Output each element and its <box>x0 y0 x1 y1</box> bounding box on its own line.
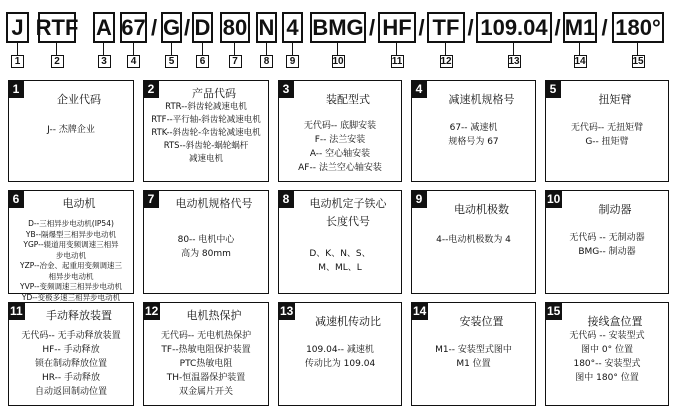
box-title <box>297 313 399 329</box>
box-number-badge: 7 <box>143 190 159 208</box>
box-line: 自动返回制动位置 <box>34 387 107 397</box>
info-box-4 <box>411 80 536 182</box>
code-segment-6: D <box>192 12 213 43</box>
box-title-line: 企业代码 <box>57 93 101 106</box>
box-line: RTF--平行轴-斜齿轮减速电机 <box>151 115 261 125</box>
code-index-10: 10 <box>332 55 344 67</box>
box-number-badge: 14 <box>413 304 427 318</box>
code-index-3: 3 <box>98 55 111 68</box>
box-title <box>430 91 533 107</box>
box-line: 锁在制动释放位置 <box>34 359 107 369</box>
box-line: YB--隔爆型三相异步电动机 <box>25 229 117 239</box>
box-number-badge: 11 <box>10 304 23 318</box>
box-line: 传动比为 109.04 <box>304 359 376 369</box>
box-line: 无代码 -- 安装型式 <box>569 331 645 341</box>
code-separator: / <box>601 14 608 40</box>
box-line: 109.04-- 减速机 <box>306 345 374 355</box>
box-title-line: 电机热保护 <box>186 309 242 322</box>
box-line: D--三相异步电动机(IP54) <box>28 219 114 228</box>
code-connector-7 <box>234 43 235 55</box>
box-body <box>11 329 131 399</box>
code-segment-14: M1 <box>563 12 597 43</box>
code-connector-3 <box>103 43 104 55</box>
info-box-13 <box>278 302 402 406</box>
box-body <box>146 101 266 166</box>
code-segment-5: G <box>161 12 182 43</box>
box-line: 图中 180° 位置 <box>575 373 639 383</box>
code-connector-11 <box>396 43 397 55</box>
code-connector-1 <box>17 43 18 55</box>
box-title-line: 电动机极数 <box>454 203 509 216</box>
box-number-badge: 3 <box>278 80 294 98</box>
code-connector-9 <box>292 43 293 55</box>
box-title <box>27 91 131 107</box>
info-box-2 <box>143 80 269 182</box>
box-line: RTS--斜齿轮-蜗轮蜗杆 <box>163 141 249 151</box>
code-separator: / <box>150 14 158 40</box>
code-segment-8: N <box>256 12 277 43</box>
code-separator: / <box>554 14 561 40</box>
box-line: BMG-- 制动器 <box>578 247 636 257</box>
box-line: 无代码-- 无电机热保护 <box>160 331 252 341</box>
box-title <box>162 85 266 101</box>
box-line: 高为 80mm <box>181 249 231 259</box>
box-body <box>11 219 131 303</box>
box-number-badge: 2 <box>143 80 159 98</box>
box-title-line: 减速机传动比 <box>315 315 381 328</box>
code-index-4: 4 <box>127 55 140 68</box>
box-number-badge: 15 <box>547 304 561 318</box>
box-line: 双金属片开关 <box>178 387 233 397</box>
code-segment-2: RTF <box>38 12 76 43</box>
box-line: M1-- 安装型式图中 <box>435 345 512 355</box>
code-index-2: 2 <box>51 55 64 68</box>
box-title-line: 扭矩臂 <box>598 93 632 106</box>
code-index-7: 7 <box>229 55 242 68</box>
box-body <box>414 121 533 149</box>
code-connector-10 <box>337 43 338 55</box>
info-box-8 <box>278 190 402 294</box>
info-box-10 <box>545 190 669 294</box>
box-body <box>281 343 399 371</box>
box-number-badge: 5 <box>545 80 561 98</box>
info-box-14 <box>411 302 536 406</box>
box-line: D、K、N、S、 <box>309 249 371 259</box>
code-connector-5 <box>171 43 172 55</box>
box-line: YVP--变频调速三相异步电动机 <box>20 282 122 291</box>
box-line: 80-- 电机中心 <box>177 235 235 245</box>
box-line: TH-恒温器保护装置 <box>166 373 246 383</box>
code-index-1: 1 <box>11 55 24 68</box>
code-connector-8 <box>266 43 267 55</box>
box-body <box>11 123 131 137</box>
box-line: 无代码-- 底脚安装 <box>303 121 377 131</box>
code-separator: / <box>418 14 425 40</box>
box-title-line: 制动器 <box>598 203 632 216</box>
box-title-line: 安装位置 <box>459 315 504 328</box>
code-connector-12 <box>445 43 446 55</box>
code-segment-10: BMG <box>310 12 366 43</box>
box-line: 无代码 -- 无制动器 <box>569 233 645 243</box>
box-title <box>297 195 399 231</box>
code-segment-1: J <box>6 12 29 43</box>
code-index-8: 8 <box>260 55 273 68</box>
code-index-14: 14 <box>574 55 586 67</box>
code-separator: / <box>183 14 191 40</box>
box-line: YD--变极多速三相异步电动机 <box>21 292 121 302</box>
code-segment-3: A <box>93 12 115 43</box>
code-separator: / <box>467 14 474 40</box>
box-number-badge: 13 <box>280 304 294 318</box>
info-box-12 <box>143 302 269 406</box>
code-connector-13 <box>513 43 514 55</box>
box-line: YZP--冶金、起重用变频调速三 <box>20 261 122 270</box>
box-body <box>548 121 666 149</box>
info-box-5 <box>545 80 669 182</box>
info-box-15 <box>545 302 669 406</box>
box-title-line: 减速机规格号 <box>448 93 515 106</box>
box-number-badge: 10 <box>547 192 561 206</box>
box-number-badge: 6 <box>8 190 24 208</box>
box-body <box>281 247 399 275</box>
box-title-line: 电动机 <box>62 197 96 210</box>
box-line: RTR--斜齿轮减速电机 <box>165 102 247 112</box>
box-line: M、ML、L <box>318 263 362 273</box>
code-connector-2 <box>56 43 57 55</box>
box-number-badge: 1 <box>8 80 24 98</box>
box-title <box>162 307 266 323</box>
box-number-badge: 8 <box>278 190 294 208</box>
box-line: 4--电动机极数为 4 <box>436 235 511 245</box>
code-connector-4 <box>133 43 134 55</box>
code-index-12: 12 <box>440 55 452 67</box>
code-segment-4: 67 <box>120 12 147 43</box>
box-title-line-2: 长度代号 <box>326 215 370 228</box>
box-body <box>146 329 266 399</box>
info-box-6 <box>8 190 134 302</box>
code-index-6: 6 <box>196 55 209 68</box>
box-line: 图中 0° 位置 <box>581 345 633 355</box>
box-body <box>548 329 666 385</box>
info-box-3 <box>278 80 402 182</box>
info-box-11 <box>8 302 134 406</box>
code-segment-13: 109.04 <box>476 12 552 43</box>
box-title <box>430 313 533 329</box>
box-title-line: 接线盒位置 <box>587 315 643 328</box>
code-connector-14 <box>579 43 580 55</box>
box-number-badge: 9 <box>411 190 427 208</box>
box-line: M1 位置 <box>456 359 491 369</box>
box-line: RTK--斜齿轮-伞齿轮减速电机 <box>151 128 261 138</box>
code-segment-15: 180° <box>612 12 664 43</box>
box-title <box>27 307 131 323</box>
box-body <box>414 343 533 371</box>
box-line: 规格号为 67 <box>448 137 499 147</box>
box-title-line: 手动释放装置 <box>46 309 112 322</box>
box-line: YGP--辊道用变频调速三相异 <box>23 240 119 249</box>
box-number-badge: 12 <box>145 304 159 318</box>
info-box-7 <box>143 190 269 294</box>
box-title <box>430 201 533 217</box>
code-segment-7: 80 <box>220 12 250 43</box>
box-line: 67-- 减速机 <box>449 123 498 133</box>
box-body <box>548 231 666 259</box>
box-line: 减速电机 <box>188 154 223 164</box>
code-index-11: 11 <box>391 55 403 67</box>
box-line: 相异步电动机 <box>48 271 94 281</box>
box-line: A-- 空心轴安装 <box>309 149 371 159</box>
code-index-15: 15 <box>632 55 644 67</box>
info-box-1 <box>8 80 134 182</box>
box-title <box>27 195 131 211</box>
box-line: J-- 杰牌企业 <box>47 125 95 135</box>
code-index-13: 13 <box>508 55 520 67</box>
box-line: AF-- 法兰空心轴安装 <box>298 163 382 173</box>
box-title <box>564 91 666 107</box>
box-title <box>297 91 399 107</box>
box-line: HR-- 手动释放 <box>41 373 100 383</box>
box-body <box>414 233 533 247</box>
box-title-line: 装配型式 <box>326 93 370 106</box>
box-line: 无代码-- 无手动释放装置 <box>21 331 121 341</box>
box-line: 无代码-- 无扭矩臂 <box>570 123 644 133</box>
box-line: 180°-- 安装型式 <box>573 359 641 369</box>
box-line: HF-- 手动释放 <box>42 345 100 355</box>
box-title <box>564 201 666 217</box>
box-line: PTC热敏电阻 <box>179 359 233 369</box>
info-box-9 <box>411 190 536 294</box>
box-title <box>162 195 266 211</box>
box-number-badge: 4 <box>411 80 427 98</box>
box-line: G-- 扭矩臂 <box>585 137 629 147</box>
box-title <box>564 313 666 329</box>
box-body <box>146 233 266 261</box>
code-separator: / <box>368 14 376 40</box>
code-segment-9: 4 <box>282 12 303 43</box>
box-line: TF--热敏电阻保护装置 <box>161 345 251 355</box>
box-title-line: 电动机定子铁心 <box>309 197 387 210</box>
box-title-line: 电动机规格代号 <box>175 197 253 210</box>
code-segment-11: HF <box>378 12 416 43</box>
code-index-5: 5 <box>165 55 178 68</box>
box-line: 步电动机 <box>56 250 86 260</box>
box-title-line: 产品代码 <box>192 87 236 100</box>
code-index-9: 9 <box>286 55 299 68</box>
code-connector-15 <box>637 43 638 55</box>
code-connector-6 <box>202 43 203 55</box>
box-line: F-- 法兰安装 <box>314 135 366 145</box>
box-body <box>281 119 399 175</box>
code-segment-12: TF <box>427 12 465 43</box>
